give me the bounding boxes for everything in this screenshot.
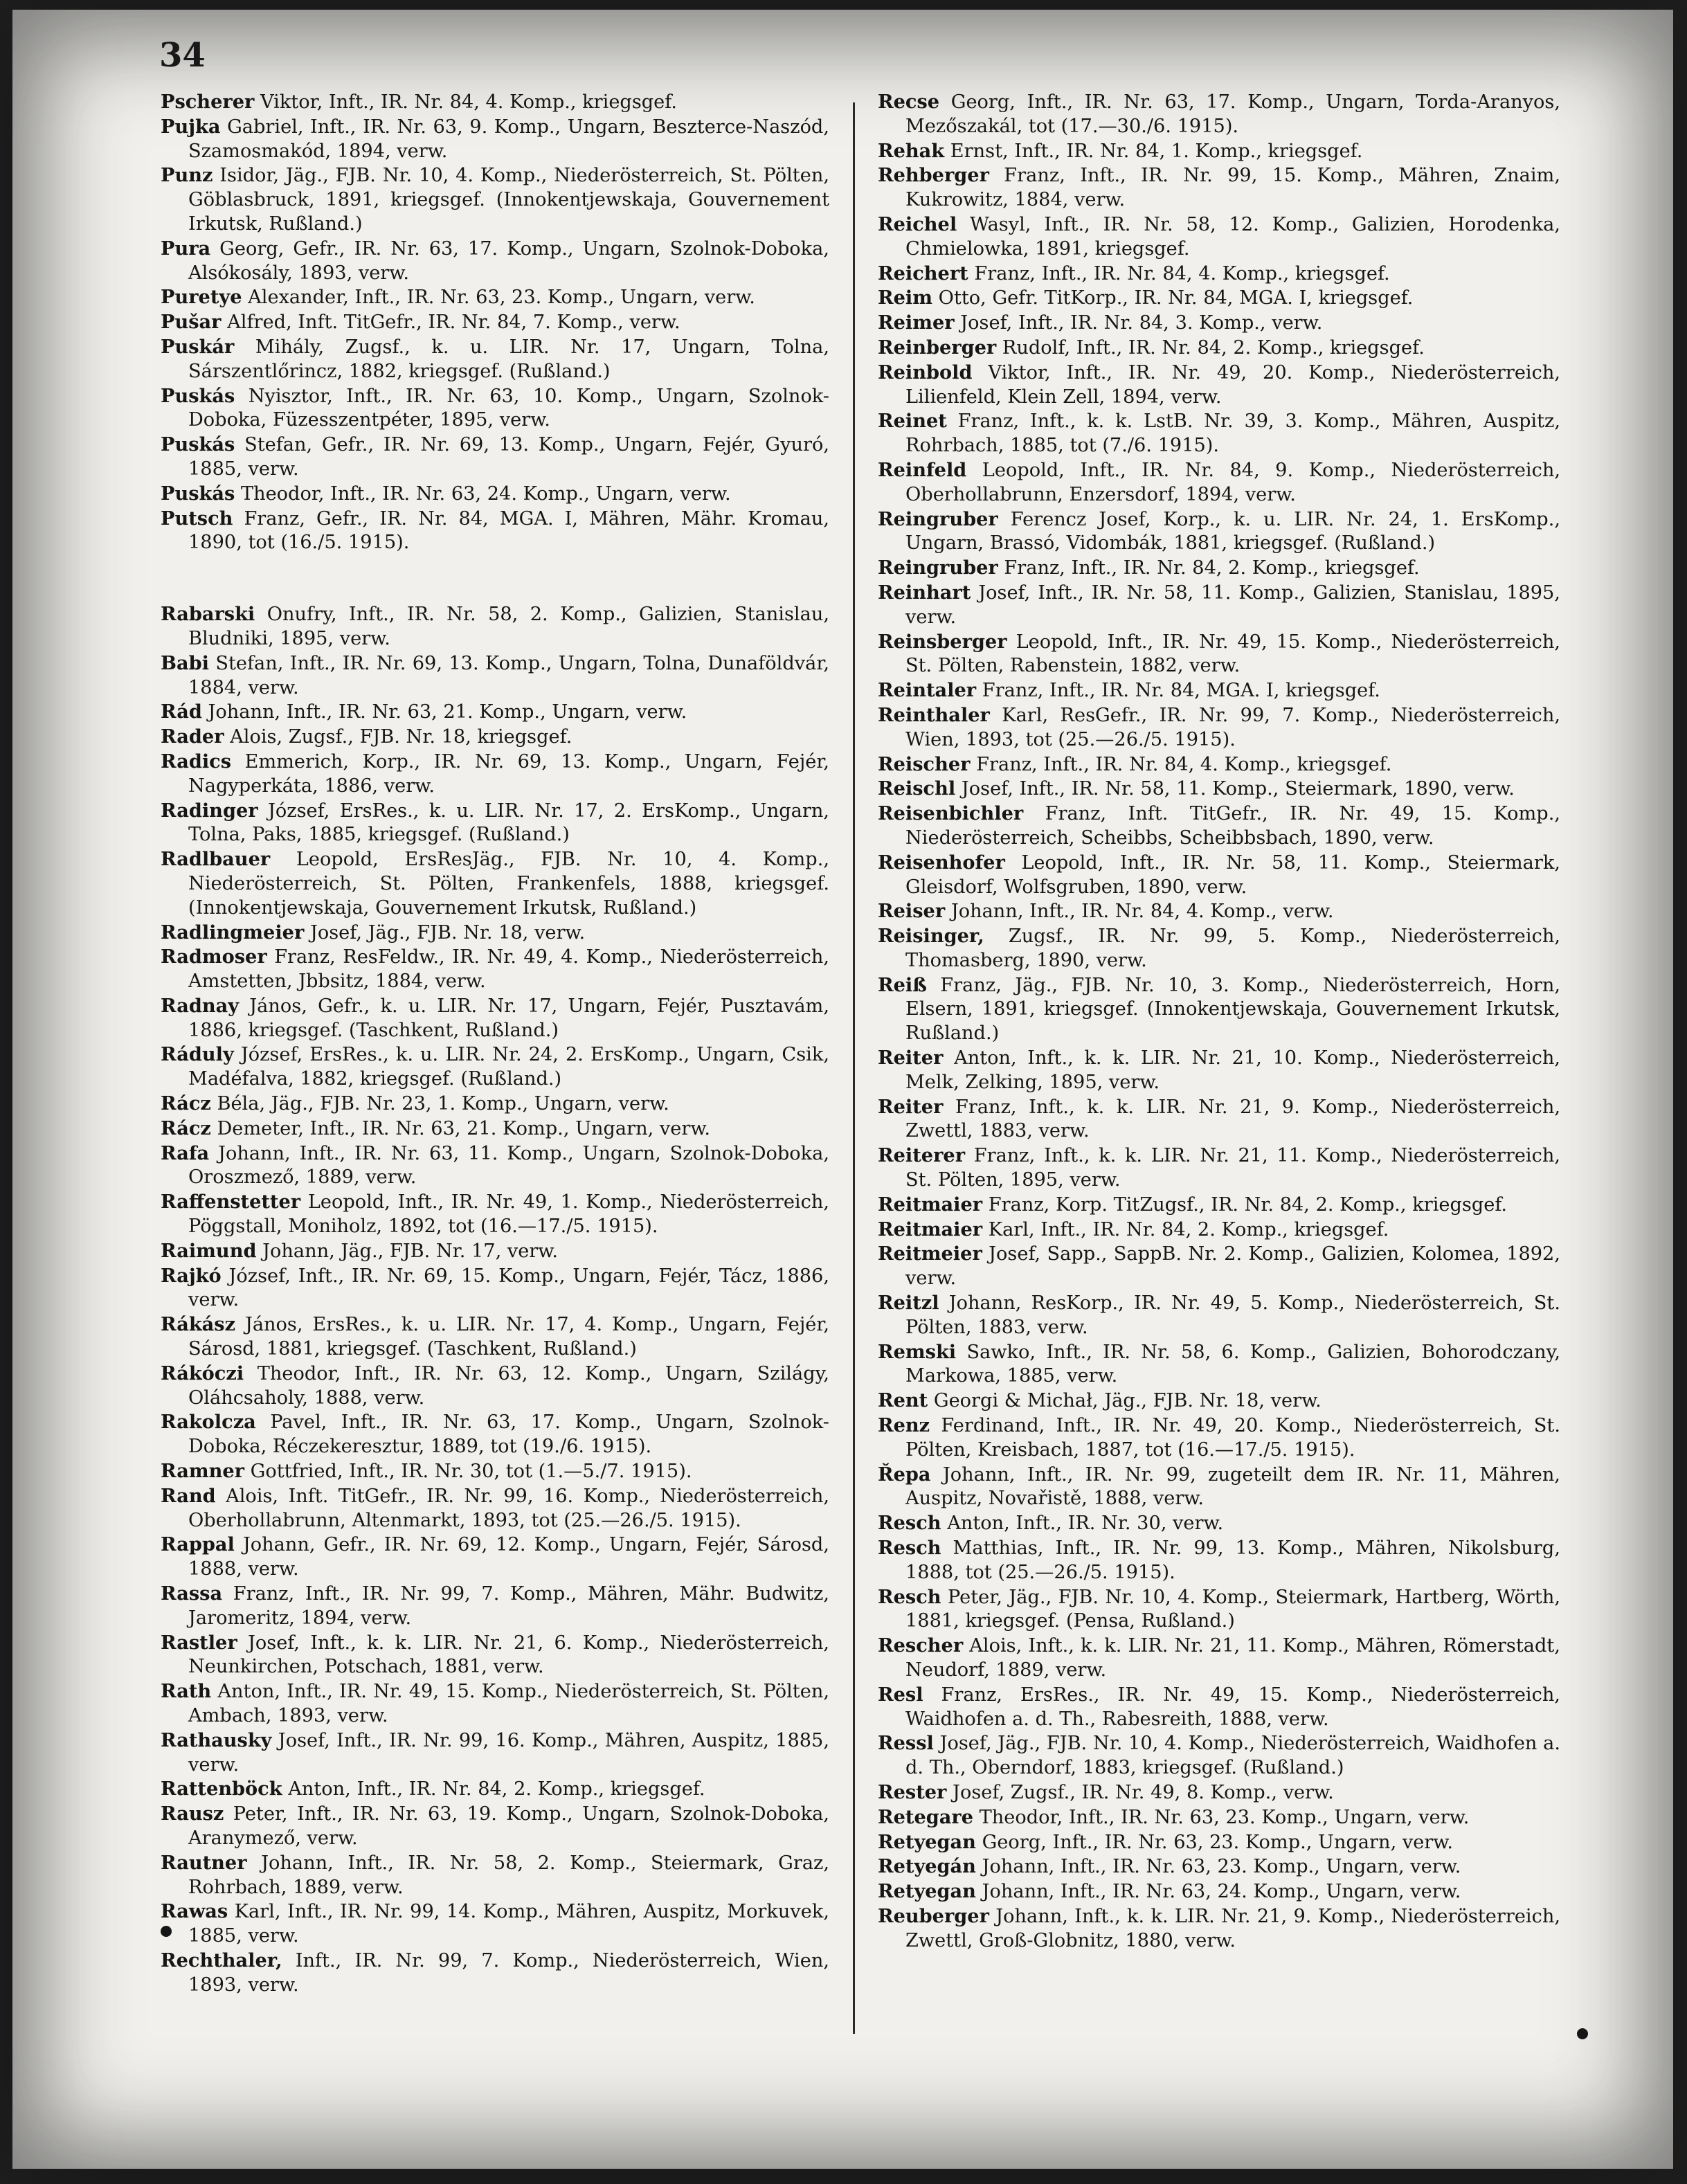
entry-surname: Puskás — [161, 384, 235, 407]
list-entry — [878, 752, 1560, 777]
entry-surname: Rent — [878, 1389, 928, 1412]
list-entry — [878, 1536, 1560, 1585]
entry-surname: Reinhart — [878, 581, 971, 604]
entry-surname: Reingruber — [878, 507, 998, 530]
entry-surname: Rassa — [161, 1582, 223, 1605]
list-entry — [878, 1634, 1560, 1683]
list-entry — [878, 1291, 1560, 1340]
entry-details: Leopold, Inft., IR. Nr. 49, 1. Komp., Niederösterreich, Pöggstall, Moniholz, 1892, tot (16.—17./5. 1915). — [188, 1191, 829, 1238]
entry-surname: Ramner — [161, 1460, 244, 1483]
entry-surname: Reiter — [878, 1047, 944, 1070]
entry-surname: Reingruber — [878, 557, 998, 579]
entry-details: Franz, Inft., IR. Nr. 84, 2. Komp., kriegsgef. — [1004, 557, 1420, 579]
entry-details: Josef, Inft., IR. Nr. 58, 11. Komp., Galizien, Stanislau, 1895, verw. — [905, 581, 1560, 628]
entry-surname: Raimund — [161, 1239, 257, 1262]
entry-details: Josef, Jäg., FJB. Nr. 18, verw. — [309, 921, 586, 944]
section-gap — [161, 555, 829, 602]
entry-details: József, Inft., IR. Nr. 69, 15. Komp., Ungarn, Fejér, Tácz, 1886, verw. — [188, 1265, 829, 1311]
list-entry — [161, 700, 829, 725]
list-entry — [878, 458, 1560, 507]
list-entry — [878, 1731, 1560, 1780]
entry-surname: Radlingmeier — [161, 921, 305, 944]
list-entry — [161, 651, 829, 701]
entry-details: Stefan, Inft., IR. Nr. 69, 13. Komp., Ungarn, Tolna, Dunaföldvár, 1884, verw. — [188, 652, 829, 698]
list-entry — [161, 847, 829, 920]
entry-surname: Rehberger — [878, 164, 989, 187]
list-entry — [878, 1218, 1560, 1243]
entry-details: Josef, Inft., IR. Nr. 84, 3. Komp., verw. — [960, 312, 1323, 334]
list-entry — [878, 1854, 1560, 1879]
entry-details: Josef, Jäg., FJB. Nr. 10, 4. Komp., Niederösterreich, Waidhofen a. d. Th., Oberndorf, 1883, kriegsgef. (Rußland.) — [905, 1733, 1560, 1779]
entry-details: Rudolf, Inft., IR. Nr. 84, 2. Komp., kriegsgef. — [1002, 336, 1425, 359]
entry-surname: Reisenhofer — [878, 851, 1005, 874]
entry-details: Josef, Inft., k. k. LIR. Nr. 21, 6. Komp., Niederösterreich, Neunkirchen, Potschach, 1881, verw. — [188, 1632, 829, 1678]
entry-surname: Reitmeier — [878, 1243, 982, 1265]
list-entry — [878, 630, 1560, 679]
list-entry — [161, 1729, 829, 1778]
list-entry — [878, 1414, 1560, 1463]
entry-surname: Reitzl — [878, 1292, 939, 1315]
list-entry — [878, 1095, 1560, 1144]
list-entry — [878, 1340, 1560, 1389]
entry-surname: Puskás — [161, 433, 235, 456]
list-entry — [878, 1511, 1560, 1536]
entry-details: Pavel, Inft., IR. Nr. 63, 17. Komp., Ungarn, Szolnok-Doboka, Réczekeresztur, 1889, tot (19./6. 1915). — [188, 1411, 829, 1458]
entry-details: Alexander, Inft., IR. Nr. 63, 23. Komp., Ungarn, verw. — [248, 287, 755, 309]
entry-surname: Rastler — [161, 1631, 237, 1654]
entry-surname: Rechthaler, — [161, 1949, 282, 1971]
list-entry — [878, 777, 1560, 802]
list-entry — [878, 1144, 1560, 1193]
entry-details: Johann, Inft., IR. Nr. 99, zugeteilt dem IR. Nr. 11, Mähren, Auspitz, Novařistě, 1888, verw. — [905, 1463, 1560, 1510]
entry-surname: Rader — [161, 725, 224, 748]
list-entry — [161, 1851, 829, 1900]
entry-details: Leopold, ErsResJäg., FJB. Nr. 10, 4. Komp., Niederösterreich, St. Pölten, Frankenfels, 1888, kriegsgef. (Innokentjewskaja, Gouvernement Irkutsk, Rußland.) — [188, 849, 829, 919]
entry-details: Franz, Inft., k. k. LstB. Nr. 39, 3. Komp., Mähren, Auspitz, Rohrbach, 1885, tot (7./6. 1915). — [905, 410, 1560, 457]
page-number: 34 — [159, 36, 206, 75]
list-entry — [161, 1533, 829, 1582]
list-entry — [878, 1242, 1560, 1291]
entry-surname: Reitmaier — [878, 1193, 983, 1216]
list-entry — [878, 899, 1560, 924]
entry-surname: Reiser — [878, 900, 946, 923]
entry-surname: Babi — [161, 651, 209, 674]
list-entry — [161, 1043, 829, 1092]
entry-details: Leopold, Inft., IR. Nr. 84, 9. Komp., Niederösterreich, Oberhollabrunn, Enzersdorf, 1894, verw. — [905, 459, 1560, 505]
entry-details: Isidor, Jäg., FJB. Nr. 10, 4. Komp., Niederösterreich, St. Pölten, Göblasbruck, 1891, kriegsgef. (Innokentjewskaja, Gouvernement Irkutsk, Rußland.) — [188, 165, 829, 235]
right-column — [878, 90, 1560, 1953]
list-entry — [878, 1805, 1560, 1830]
list-entry — [878, 924, 1560, 973]
entry-details: Anton, Inft., IR. Nr. 84, 2. Komp., kriegsgef. — [288, 1778, 705, 1801]
entry-details: Stefan, Gefr., IR. Nr. 69, 13. Komp., Ungarn, Fejér, Gyuró, 1885, verw. — [188, 434, 829, 480]
list-entry — [161, 1484, 829, 1533]
list-entry — [878, 90, 1560, 139]
entry-surname: Puretye — [161, 286, 242, 309]
entry-details: Peter, Inft., IR. Nr. 63, 19. Komp., Ungarn, Szolnok-Doboka, Aranymező, verw. — [188, 1803, 829, 1849]
entry-details: Johann, Inft., IR. Nr. 63, 23. Komp., Ungarn, verw. — [982, 1856, 1461, 1878]
entry-surname: Reinthaler — [878, 703, 990, 726]
entry-surname: Pscherer — [161, 91, 255, 113]
entry-details: Demeter, Inft., IR. Nr. 63, 21. Komp., Ungarn, verw. — [217, 1117, 711, 1139]
list-entry — [161, 285, 829, 310]
list-entry — [878, 361, 1560, 410]
list-entry — [878, 1904, 1560, 1953]
list-entry — [161, 1264, 829, 1313]
entry-details: Onufry, Inft., IR. Nr. 58, 2. Komp., Galizien, Stanislau, Bludniki, 1895, verw. — [188, 604, 829, 649]
list-entry — [161, 310, 829, 335]
entry-surname: Resch — [878, 1585, 941, 1608]
entry-details: Johann, ResKorp., IR. Nr. 49, 5. Komp., Niederösterreich, St. Pölten, 1883, verw. — [905, 1292, 1560, 1338]
left-group-r — [161, 602, 829, 1997]
entry-surname: Rawas — [161, 1900, 228, 1923]
entry-surname: Reinberger — [878, 336, 997, 359]
entry-details: Gottfried, Inft., IR. Nr. 30, tot (1.—5./7. 1915). — [250, 1461, 692, 1483]
entry-surname: Reinfeld — [878, 458, 967, 481]
entry-details: János, Gefr., k. u. LIR. Nr. 17, Ungarn, Fejér, Pusztavám, 1886, kriegsgef. (Taschkent, Rußland.) — [188, 995, 829, 1041]
entry-surname: Pušar — [161, 311, 222, 334]
entry-details: Franz, Inft., IR. Nr. 99, 7. Komp., Mähren, Mähr. Budwitz, Jaromeritz, 1894, verw. — [188, 1583, 829, 1629]
list-entry — [161, 1582, 829, 1631]
list-entry — [878, 1879, 1560, 1904]
entry-details: Franz, Inft., IR. Nr. 84, MGA. I, kriegsgef. — [982, 680, 1380, 702]
entry-surname: Resl — [878, 1683, 923, 1706]
entry-details: János, ErsRes., k. u. LIR. Nr. 17, 4. Komp., Ungarn, Fejér, Sárosd, 1881, kriegsgef. (Taschkent, Rußland.) — [188, 1314, 829, 1360]
entry-surname: Rákóczi — [161, 1362, 244, 1384]
entry-details: Johann, Inft., IR. Nr. 58, 2. Komp., Steiermark, Graz, Rohrbach, 1889, verw. — [188, 1852, 829, 1898]
entry-details: Georgi & Michał, Jäg., FJB. Nr. 18, verw. — [933, 1390, 1321, 1412]
list-entry — [161, 1899, 829, 1949]
entry-surname: Puskár — [161, 335, 235, 358]
entry-surname: Rathausky — [161, 1729, 272, 1751]
entry-details: Leopold, Inft., IR. Nr. 58, 11. Komp., Steiermark, Gleisdorf, Wolfsgruben, 1890, verw. — [905, 851, 1560, 898]
entry-details: Georg, Inft., IR. Nr. 63, 17. Komp., Ungarn, Torda-Aranyos, Mezőszakál, tot (17.—30./6. 1915). — [905, 91, 1560, 137]
list-entry — [161, 725, 829, 750]
list-entry — [878, 311, 1560, 336]
list-entry — [878, 262, 1560, 287]
scan-border — [1673, 0, 1687, 2184]
entry-surname: Recse — [878, 91, 940, 113]
entry-surname: Retegare — [878, 1805, 973, 1828]
entry-surname: Pujka — [161, 115, 221, 138]
entry-details: Mihály, Zugsf., k. u. LIR. Nr. 17, Ungarn, Tolna, Sárszentlőrincz, 1882, kriegsgef. (Rußland.) — [188, 336, 829, 382]
entry-details: Johann, Inft., IR. Nr. 63, 24. Komp., Ungarn, verw. — [982, 1881, 1461, 1903]
entry-details: Karl, Inft., IR. Nr. 99, 14. Komp., Mähren, Auspitz, Morkuvek, 1885, verw. — [188, 1901, 829, 1947]
list-entry — [878, 1193, 1560, 1218]
entry-details: Theodor, Inft., IR. Nr. 63, 24. Komp., Ungarn, verw. — [240, 482, 731, 505]
list-entry — [878, 163, 1560, 213]
right-group-r — [878, 90, 1560, 1953]
entry-details: Franz, Inft. TitGefr., IR. Nr. 49, 15. Komp., Niederösterreich, Scheibbs, Scheibbsbach, 1890, verw. — [905, 803, 1560, 849]
entry-details: Ernst, Inft., IR. Nr. 84, 1. Komp., kriegsgef. — [950, 140, 1363, 162]
entry-details: Alois, Inft., k. k. LIR. Nr. 21, 11. Komp., Mähren, Römerstadt, Neudorf, 1889, verw. — [905, 1635, 1560, 1681]
entry-details: Anton, Inft., IR. Nr. 30, verw. — [947, 1513, 1224, 1535]
list-entry — [161, 1092, 829, 1117]
list-entry — [161, 1362, 829, 1411]
entry-surname: Reischl — [878, 777, 956, 800]
entry-details: Georg, Inft., IR. Nr. 63, 23. Komp., Ungarn, verw. — [982, 1831, 1453, 1853]
entry-details: Georg, Gefr., IR. Nr. 63, 17. Komp., Ungarn, Szolnok-Doboka, Alsókosály, 1893, verw. — [188, 237, 829, 284]
entry-surname: Rád — [161, 701, 202, 723]
list-entry — [878, 973, 1560, 1046]
entry-surname: Reisenbichler — [878, 802, 1024, 825]
entry-surname: Rester — [878, 1780, 947, 1803]
entry-details: Anton, Inft., IR. Nr. 49, 15. Komp., Niederösterreich, St. Pölten, Ambach, 1893, verw. — [188, 1681, 829, 1726]
list-entry — [161, 750, 829, 799]
list-entry — [161, 602, 829, 651]
list-entry — [161, 1117, 829, 1141]
list-entry — [878, 581, 1560, 630]
entry-details: Theodor, Inft., IR. Nr. 63, 12. Komp., Ungarn, Szilágy, Oláhcsaholy, 1888, verw. — [188, 1362, 829, 1409]
list-entry — [161, 482, 829, 507]
left-column — [161, 90, 829, 1998]
list-entry — [878, 213, 1560, 262]
entry-surname: Reiß — [878, 973, 927, 996]
entry-details: Wasyl, Inft., IR. Nr. 58, 12. Komp., Galizien, Horodenka, Chmielowka, 1891, kriegsgef. — [905, 213, 1560, 260]
entry-details: Emmerich, Korp., IR. Nr. 69, 13. Komp., Ungarn, Fejér, Nagyperkáta, 1886, verw. — [188, 750, 829, 797]
entry-details: Ferdinand, Inft., IR. Nr. 49, 20. Komp., Niederösterreich, St. Pölten, Kreisbach, 1887, tot (16.—17./5. 1915). — [905, 1415, 1560, 1461]
entry-surname: Pura — [161, 237, 211, 260]
entry-surname: Resch — [878, 1512, 941, 1535]
entry-surname: Rand — [161, 1484, 216, 1507]
entry-surname: Reitmaier — [878, 1218, 983, 1240]
entry-details: Sawko, Inft., IR. Nr. 58, 6. Komp., Galizien, Bohorodczany, Markowa, 1885, verw. — [905, 1341, 1560, 1387]
entry-surname: Rácz — [161, 1117, 211, 1139]
list-entry — [161, 1679, 829, 1729]
entry-details: Leopold, Inft., IR. Nr. 49, 15. Komp., Niederösterreich, St. Pölten, Rabenstein, 1882, verw. — [905, 631, 1560, 677]
column-divider — [853, 102, 855, 2034]
list-entry — [161, 1239, 829, 1264]
entry-surname: Putsch — [161, 507, 233, 530]
entry-surname: Reintaler — [878, 679, 977, 702]
entry-details: Alfred, Inft. TitGefr., IR. Nr. 84, 7. Komp., verw. — [227, 312, 680, 334]
entry-details: Josef, Inft., IR. Nr. 58, 11. Komp., Steiermark, 1890, verw. — [961, 778, 1515, 800]
entry-details: Inft., IR. Nr. 99, 7. Komp., Niederösterreich, Wien, 1893, verw. — [188, 1949, 829, 1996]
entry-details: Josef, Inft., IR. Nr. 99, 16. Komp., Mähren, Auspitz, 1885, verw. — [188, 1729, 829, 1776]
entry-details: Zugsf., IR. Nr. 99, 5. Komp., Niederösterreich, Thomasberg, 1890, verw. — [905, 926, 1560, 971]
entry-details: Franz, ErsRes., IR. Nr. 49, 15. Komp., Niederösterreich, Waidhofen a. d. Th., Rabesreith, 1888, verw. — [905, 1684, 1560, 1730]
scan-border — [0, 0, 1687, 10]
entry-surname: Reischer — [878, 752, 971, 775]
entry-surname: Rautner — [161, 1851, 247, 1874]
list-entry — [878, 1585, 1560, 1634]
entry-details: Béla, Jäg., FJB. Nr. 23, 1. Komp., Ungarn, verw. — [217, 1093, 669, 1115]
list-entry — [161, 507, 829, 556]
entry-surname: Raffenstetter — [161, 1191, 301, 1213]
entry-details: Viktor, Inft., IR. Nr. 84, 4. Komp., kriegsgef. — [260, 91, 677, 113]
entry-details: Karl, Inft., IR. Nr. 84, 2. Komp., kriegsgef. — [988, 1218, 1389, 1240]
entry-surname: Punz — [161, 164, 213, 187]
entry-surname: Radlbauer — [161, 848, 271, 871]
entry-details: Gabriel, Inft., IR. Nr. 63, 9. Komp., Ungarn, Beszterce-Naszód, Szamosmakód, 1894, verw. — [188, 116, 829, 162]
entry-surname: Rákász — [161, 1313, 236, 1336]
list-entry — [878, 1780, 1560, 1805]
entry-details: Peter, Jäg., FJB. Nr. 10, 4. Komp., Steiermark, Hartberg, Wörth, 1881, kriegsgef. (Pensa, Rußland.) — [905, 1586, 1560, 1632]
list-entry — [161, 1410, 829, 1459]
list-entry — [161, 90, 829, 115]
entry-surname: Ráduly — [161, 1043, 234, 1066]
list-entry — [878, 286, 1560, 311]
entry-surname: Retyegan — [878, 1880, 976, 1903]
list-entry — [878, 851, 1560, 900]
entry-details: Nyisztor, Inft., IR. Nr. 63, 10. Komp., Ungarn, Szolnok-Doboka, Füzesszentpéter, 1895, verw. — [188, 385, 829, 431]
entry-details: Franz, Inft., IR. Nr. 84, 4. Komp., kriegsgef. — [976, 753, 1392, 775]
scan-border — [0, 2169, 1687, 2184]
entry-details: Josef, Zugsf., IR. Nr. 49, 8. Komp., verw. — [953, 1781, 1334, 1803]
entry-surname: Reim — [878, 287, 932, 309]
list-entry — [161, 1777, 829, 1802]
entry-surname: Reinet — [878, 410, 947, 433]
entry-details: Viktor, Inft., IR. Nr. 49, 20. Komp., Niederösterreich, Lilienfeld, Klein Zell, 1894, verw. — [905, 361, 1560, 408]
list-entry — [161, 799, 829, 848]
ink-spot — [1577, 2028, 1588, 2039]
entry-surname: Renz — [878, 1414, 930, 1437]
entry-surname: Ressl — [878, 1732, 934, 1755]
list-entry — [161, 433, 829, 482]
entry-details: Franz, ResFeldw., IR. Nr. 49, 4. Komp., Niederösterreich, Amstetten, Jbbsitz, 1884, verw. — [188, 946, 829, 993]
entry-details: Johann, Inft., IR. Nr. 84, 4. Komp., verw. — [950, 901, 1334, 923]
entry-details: Ferencz Josef, Korp., k. u. LIR. Nr. 24, 1. ErsKomp., Ungarn, Brassó, Vidombák, 1881, kriegsgef. (Rußland.) — [905, 508, 1560, 554]
list-entry — [878, 507, 1560, 557]
list-entry — [878, 139, 1560, 164]
entry-surname: Rafa — [161, 1141, 210, 1164]
list-entry — [878, 802, 1560, 851]
entry-details: Matthias, Inft., IR. Nr. 99, 13. Komp., Mähren, Nikolsburg, 1888, tot (25.—26./5. 1915). — [905, 1537, 1560, 1583]
entry-details: Alois, Zugsf., FJB. Nr. 18, kriegsgef. — [230, 726, 572, 748]
list-entry — [161, 1949, 829, 1998]
entry-surname: Rehak — [878, 139, 945, 162]
entry-surname: Remski — [878, 1340, 957, 1363]
list-entry — [878, 703, 1560, 752]
left-group-p — [161, 90, 829, 555]
entry-surname: Reinsberger — [878, 630, 1007, 653]
entry-details: Johann, Inft., IR. Nr. 63, 21. Komp., Ungarn, verw. — [208, 701, 687, 723]
entry-surname: Reichel — [878, 213, 957, 235]
entry-surname: Reisinger, — [878, 925, 984, 948]
entry-details: József, ErsRes., k. u. LIR. Nr. 17, 2. ErsKomp., Ungarn, Tolna, Paks, 1885, kriegsgef. (Rußland.) — [188, 800, 829, 846]
entry-details: Theodor, Inft., IR. Nr. 63, 23. Komp., Ungarn, verw. — [979, 1806, 1470, 1828]
entry-details: Anton, Inft., k. k. LIR. Nr. 21, 10. Komp., Niederösterreich, Melk, Zelking, 1895, verw. — [905, 1047, 1560, 1093]
entry-surname: Radics — [161, 750, 232, 773]
entry-details: Franz, Gefr., IR. Nr. 84, MGA. I, Mähren, Mähr. Kromau, 1890, tot (16./5. 1915). — [188, 507, 829, 554]
entry-surname: Reinbold — [878, 361, 973, 383]
entry-surname: Řepa — [878, 1463, 931, 1486]
entry-surname: Rácz — [161, 1092, 211, 1115]
entry-details: Franz, Jäg., FJB. Nr. 10, 3. Komp., Niederösterreich, Horn, Elsern, 1891, kriegsgef. (Innokentjewskaja, Gouvernement Irkutsk, Rußland.) — [905, 974, 1560, 1045]
entry-surname: Rabarski — [161, 603, 255, 626]
list-entry — [161, 237, 829, 286]
list-entry — [878, 1683, 1560, 1732]
entry-details: Alois, Inft. TitGefr., IR. Nr. 99, 16. Komp., Niederösterreich, Oberhollabrunn, Altenmarkt, 1893, tot (25.—26./5. 1915). — [188, 1485, 829, 1531]
entry-surname: Rescher — [878, 1634, 964, 1657]
list-entry — [161, 384, 829, 433]
list-entry — [161, 1802, 829, 1851]
entry-details: Franz, Inft., k. k. LIR. Nr. 21, 9. Komp., Niederösterreich, Zwettl, 1883, verw. — [905, 1096, 1560, 1142]
list-entry — [161, 335, 829, 384]
entry-details: Franz, Korp. TitZugsf., IR. Nr. 84, 2. Komp., kriegsgef. — [988, 1193, 1508, 1216]
entry-surname: Rath — [161, 1680, 212, 1703]
list-entry — [161, 1312, 829, 1362]
entry-details: Johann, Inft., k. k. LIR. Nr. 21, 9. Komp., Niederösterreich, Zwettl, Groß-Globnitz, 1880, verw. — [905, 1905, 1560, 1951]
list-entry — [161, 1190, 829, 1239]
entry-surname: Rajkó — [161, 1264, 222, 1287]
entry-surname: Reichert — [878, 262, 968, 285]
entry-surname: Reimer — [878, 312, 955, 334]
entry-surname: Rattenböck — [161, 1778, 282, 1801]
entry-surname: Retyegán — [878, 1855, 976, 1878]
entry-surname: Reuberger — [878, 1904, 989, 1927]
list-entry — [878, 409, 1560, 458]
entry-surname: Reiterer — [878, 1144, 966, 1167]
list-entry — [161, 115, 829, 164]
list-entry — [878, 336, 1560, 361]
entry-surname: Rappal — [161, 1533, 235, 1556]
list-entry — [878, 1389, 1560, 1414]
entry-surname: Puskás — [161, 482, 235, 505]
entry-details: Franz, Inft., IR. Nr. 84, 4. Komp., kriegsgef. — [974, 262, 1390, 285]
entry-details: Josef, Sapp., SappB. Nr. 2. Komp., Galizien, Kolomea, 1892, verw. — [905, 1243, 1560, 1290]
entry-surname: Rausz — [161, 1803, 224, 1825]
list-entry — [878, 556, 1560, 581]
entry-details: Johann, Gefr., IR. Nr. 69, 12. Komp., Ungarn, Fejér, Sárosd, 1888, verw. — [188, 1534, 829, 1580]
list-entry — [161, 163, 829, 236]
list-entry — [161, 1631, 829, 1680]
entry-details: Karl, ResGefr., IR. Nr. 99, 7. Komp., Niederösterreich, Wien, 1893, tot (25.—26./5. 1915). — [905, 704, 1560, 750]
entry-details: Otto, Gefr. TitKorp., IR. Nr. 84, MGA. I, kriegsgef. — [938, 287, 1414, 309]
entry-details: Franz, Inft., k. k. LIR. Nr. 21, 11. Komp., Niederösterreich, St. Pölten, 1895, verw. — [905, 1145, 1560, 1191]
entry-surname: Retyegan — [878, 1830, 976, 1853]
scan-border — [0, 0, 12, 2184]
list-entry — [161, 1141, 829, 1191]
list-entry — [161, 945, 829, 994]
list-entry — [878, 678, 1560, 703]
list-entry — [878, 1463, 1560, 1512]
entry-surname: Radnay — [161, 994, 240, 1017]
entry-details: Johann, Inft., IR. Nr. 63, 11. Komp., Ungarn, Szolnok-Doboka, Oroszmező, 1889, verw. — [188, 1142, 829, 1189]
entry-details: Johann, Jäg., FJB. Nr. 17, verw. — [262, 1240, 558, 1262]
entry-surname: Rakolcza — [161, 1411, 256, 1434]
entry-surname: Radmoser — [161, 946, 267, 968]
list-entry — [878, 1046, 1560, 1095]
list-entry — [878, 1830, 1560, 1855]
entry-surname: Resch — [878, 1537, 941, 1560]
list-entry — [161, 1459, 829, 1484]
entry-surname: Reiter — [878, 1095, 944, 1118]
entry-surname: Radinger — [161, 799, 258, 822]
ink-spot — [161, 1926, 172, 1937]
entry-details: Franz, Inft., IR. Nr. 99, 15. Komp., Mähren, Znaim, Kukrowitz, 1884, verw. — [905, 165, 1560, 211]
list-entry — [161, 921, 829, 946]
entry-details: József, ErsRes., k. u. LIR. Nr. 24, 2. ErsKomp., Ungarn, Csik, Madéfalva, 1882, kriegsgef. (Rußland.) — [188, 1044, 829, 1090]
list-entry — [161, 994, 829, 1043]
